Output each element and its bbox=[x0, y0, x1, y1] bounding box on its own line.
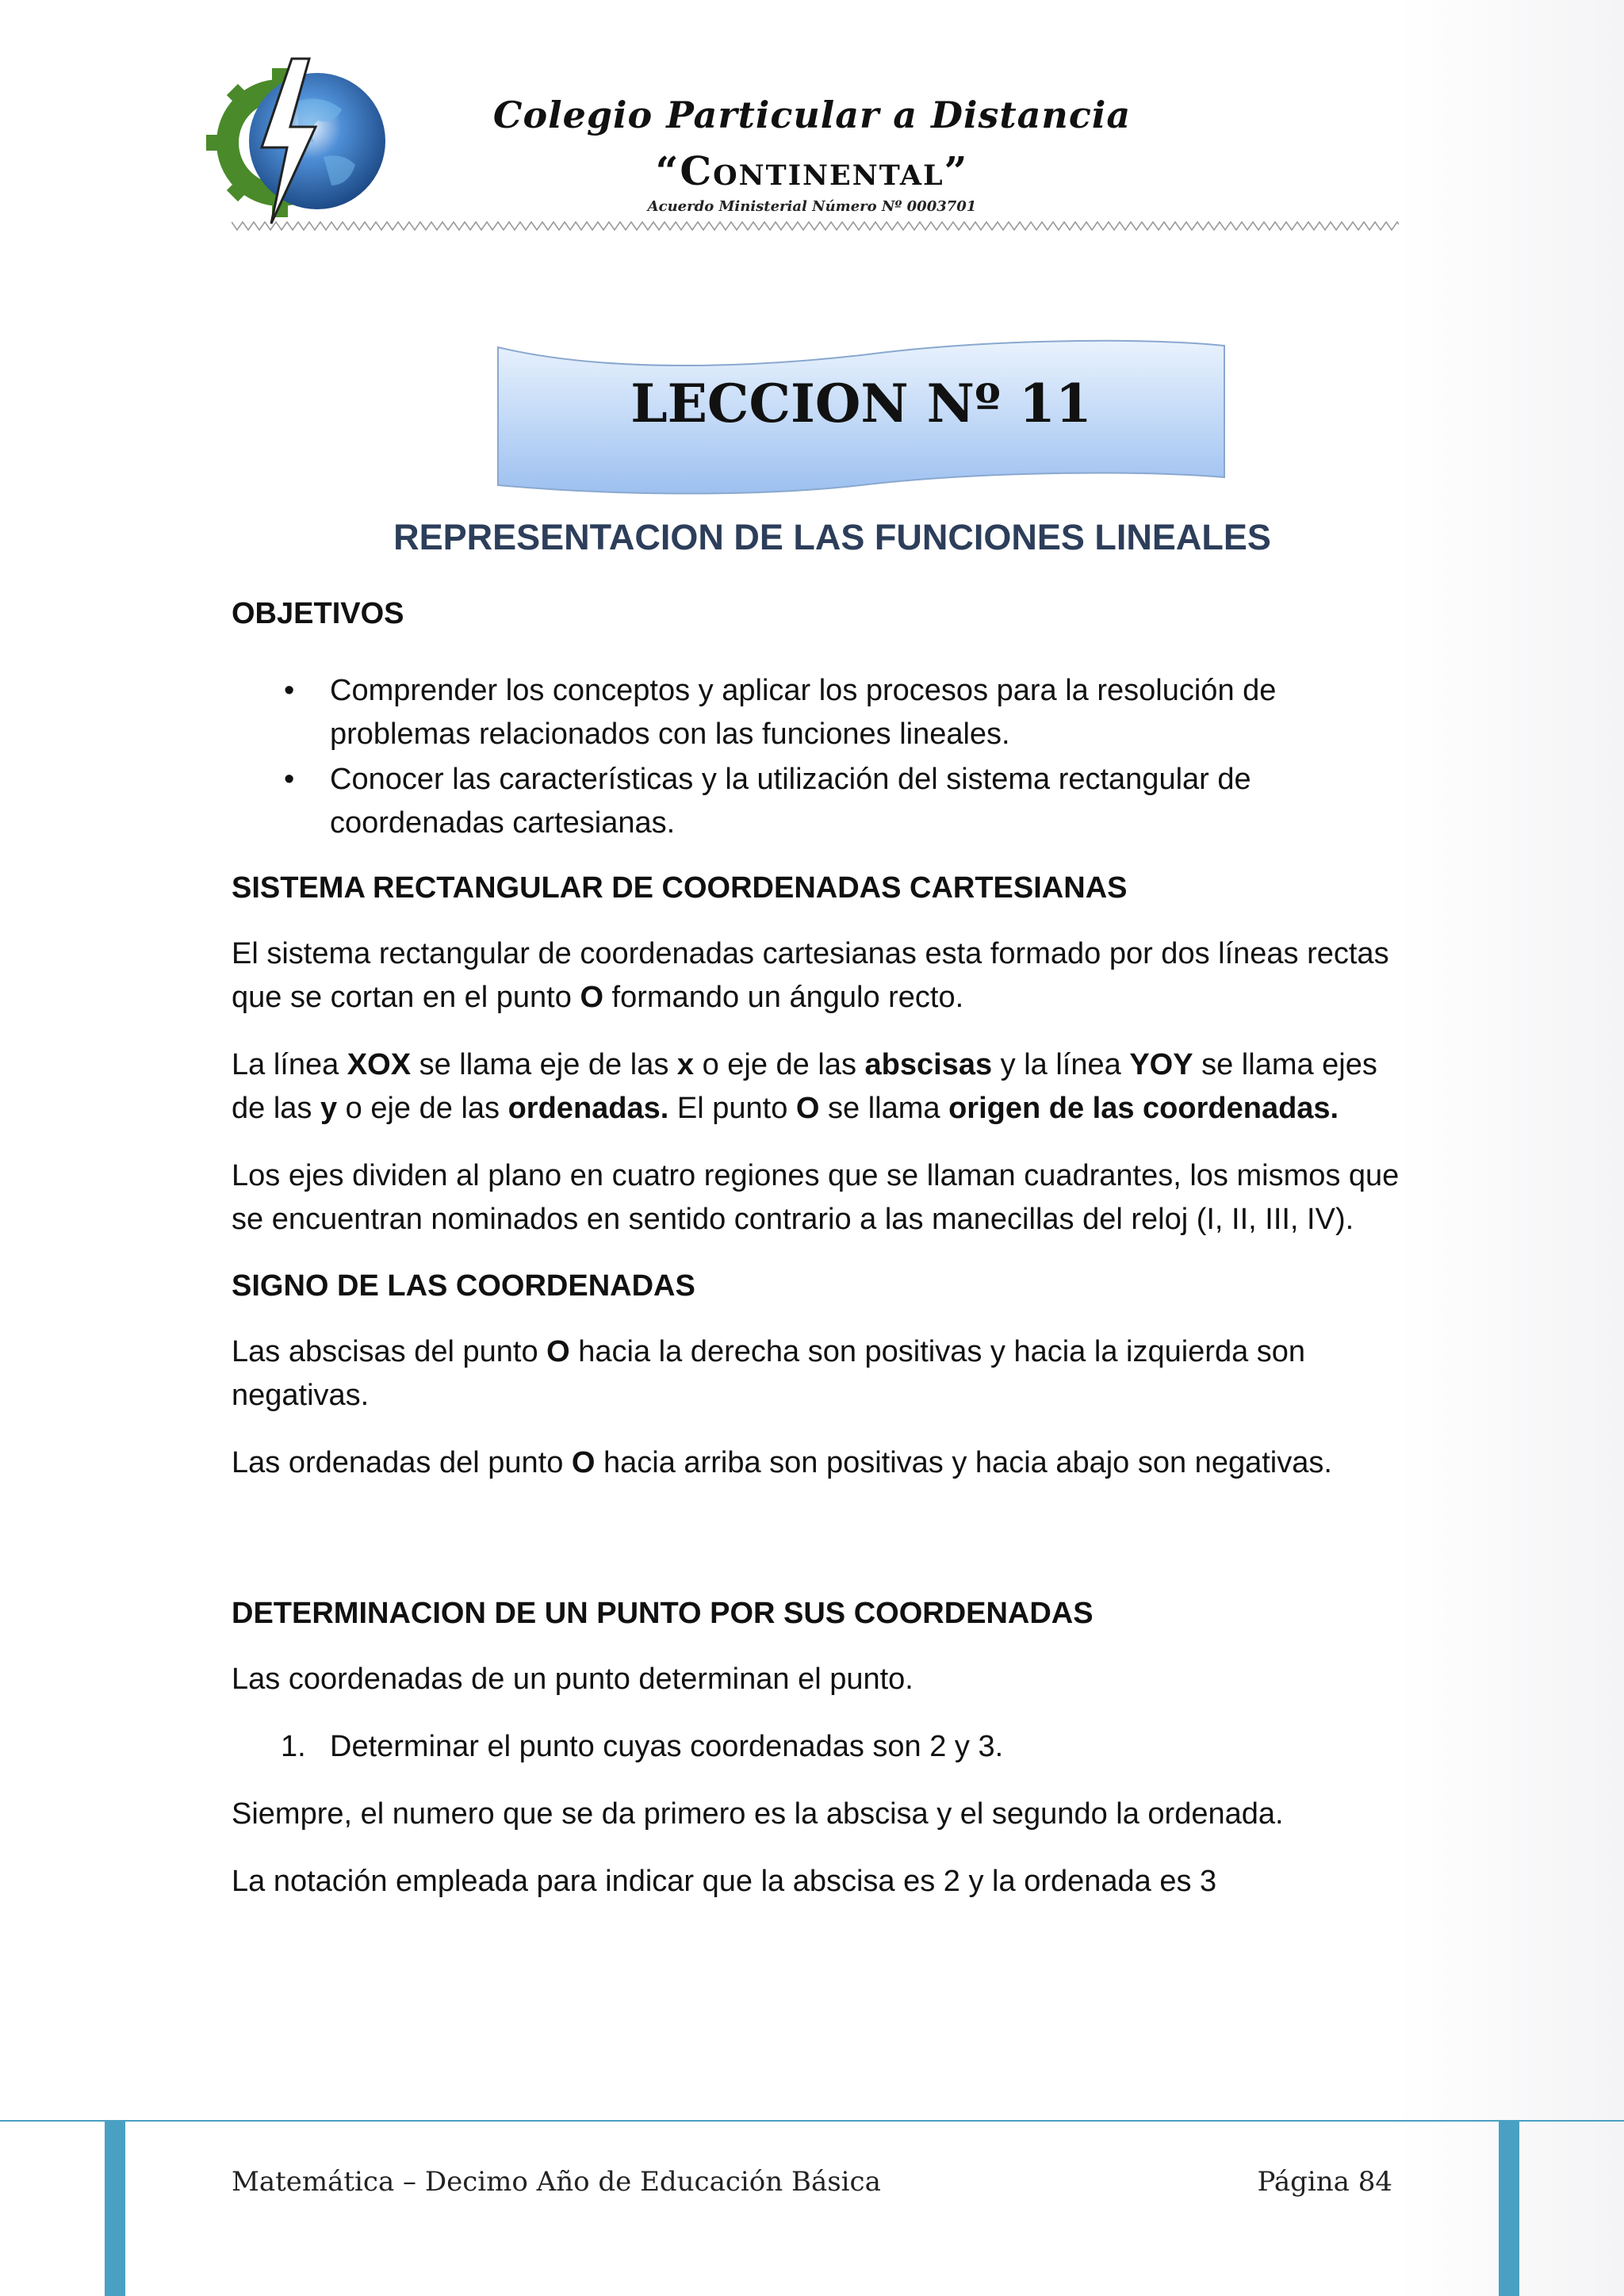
determinacion-paragraph-3: La notación empleada para indicar que la abscisa es 2 y la ordenada es 3 bbox=[232, 1865, 1217, 1898]
sistema-paragraph-2: La línea XOX se llama eje de las x o eje de las abscisas y la línea YOY se llama ejes de las y o eje de las ordenadas. El punto O se llama origen de las coordenadas. bbox=[232, 1048, 1377, 1125]
bullet-icon: • bbox=[284, 763, 295, 796]
lesson-content bbox=[232, 593, 1405, 1927]
determinacion-heading: DETERMINACION DE UN PUNTO POR SUS COORDENADAS bbox=[232, 1597, 1094, 1630]
sistema-heading: SISTEMA RECTANGULAR DE COORDENADAS CARTESIANAS bbox=[232, 871, 1128, 905]
footer-right-bar bbox=[1499, 2122, 1519, 2296]
bullet-icon: • bbox=[284, 674, 295, 707]
header-divider bbox=[232, 219, 1399, 235]
list-item: • Comprender los conceptos y aplicar los procesos para la resolución de problemas relacionados con las funciones lineales. bbox=[232, 669, 1405, 756]
objetivos-heading: OBJETIVOS bbox=[232, 597, 404, 630]
ministerial-agreement: Acuerdo Ministerial Número Nº 0003701 bbox=[647, 198, 977, 215]
footer-left-bar bbox=[105, 2122, 125, 2296]
page-subtitle: REPRESENTACION DE LAS FUNCIONES LINEALES bbox=[393, 517, 1271, 557]
signo-paragraph-2: Las ordenadas del punto O hacia arriba son positivas y hacia abajo son negativas. bbox=[232, 1446, 1332, 1479]
signo-heading: SIGNO DE LAS COORDENADAS bbox=[232, 1269, 695, 1303]
school-name-continental: “Continental” bbox=[655, 147, 969, 194]
sistema-paragraph-1: El sistema rectangular de coordenadas cartesianas esta formado por dos líneas rectas que se cortan en el punto O formando un ángulo recto. bbox=[232, 937, 1389, 1014]
determinacion-paragraph-1: Las coordenadas de un punto determinan el punto. bbox=[232, 1663, 914, 1696]
objetivos-list bbox=[232, 669, 1405, 845]
signo-paragraph-1: Las abscisas del punto O hacia la derecha son positivas y hacia la izquierda son negativas. bbox=[232, 1335, 1306, 1412]
school-name-line: Colegio Particular a Distancia bbox=[492, 94, 1132, 136]
lesson-title: LECCION Nº 11 bbox=[630, 373, 1092, 434]
footer-page-number: Página 84 bbox=[1257, 2166, 1392, 2198]
determinacion-list bbox=[232, 1725, 1405, 1769]
footer-divider bbox=[0, 2120, 1624, 2122]
list-item: • Conocer las características y la utilización del sistema rectangular de coordenadas cartesianas. bbox=[232, 758, 1405, 845]
list-item: 1. Determinar el punto cuyas coordenadas son 2 y 3. bbox=[281, 1730, 1004, 1763]
sistema-paragraph-3: Los ejes dividen al plano en cuatro regiones que se llaman cuadrantes, los mismos que se encuentran nominados en sentido contrario a las manecillas del reloj (I, II, III, IV). bbox=[232, 1159, 1400, 1236]
footer-course-label: Matemática – Decimo Año de Educación Básica bbox=[232, 2166, 881, 2198]
determinacion-paragraph-2: Siempre, el numero que se da primero es la abscisa y el segundo la ordenada. bbox=[232, 1797, 1284, 1831]
